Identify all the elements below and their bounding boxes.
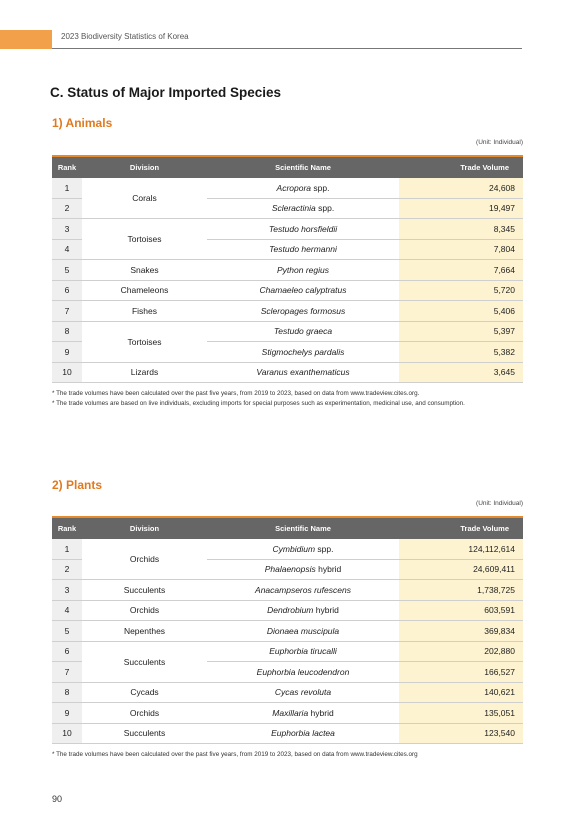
scientific-name-cell — [207, 219, 399, 240]
col-scientific-name: Scientific Name — [207, 517, 399, 539]
scientific-name-italic: Stigmochelys pardalis — [261, 346, 345, 357]
animals-notes — [52, 389, 465, 409]
division-cell: Orchids — [82, 703, 207, 724]
table-header-row — [52, 517, 523, 539]
scientific-name-italic: Acropora — [276, 182, 312, 193]
rank-cell: 5 — [52, 621, 82, 642]
rank-cell: 7 — [52, 662, 82, 683]
table-row — [52, 703, 523, 724]
page-number: 90 — [52, 794, 63, 804]
trade-volume-cell: 24,608 — [399, 178, 523, 198]
scientific-name-cell — [207, 239, 399, 260]
table-row — [52, 621, 523, 642]
division-cell: Nepenthes — [82, 621, 207, 642]
table-row — [52, 682, 523, 703]
trade-volume-cell: 7,804 — [399, 239, 523, 260]
plants-table — [52, 516, 523, 744]
plants-notes — [52, 750, 418, 760]
division-cell: Fishes — [82, 301, 207, 322]
division-cell: Tortoises — [82, 321, 207, 362]
scientific-name-italic: Euphorbia leucodendron — [256, 666, 350, 677]
scientific-name-suffix: spp. — [311, 182, 330, 193]
scientific-name-italic: Testudo hermanni — [269, 244, 337, 255]
scientific-name-cell — [207, 342, 399, 363]
trade-volume-cell: 1,738,725 — [399, 580, 523, 601]
scientific-name-cell — [207, 362, 399, 383]
table-row — [52, 178, 523, 198]
scientific-name-italic: Anacampseros rufescens — [255, 584, 351, 595]
scientific-name-italic: Cymbidium — [272, 543, 316, 554]
header-rule — [52, 48, 522, 49]
rank-cell: 6 — [52, 280, 82, 301]
note: * The trade volumes have been calculated over the past five years, from 2019 to 2023, based on data from www.tradeview.cites.org. — [52, 390, 420, 397]
division-cell: Chameleons — [82, 280, 207, 301]
trade-volume-cell: 603,591 — [399, 600, 523, 621]
scientific-name-cell — [207, 703, 399, 724]
scientific-name-cell — [207, 280, 399, 301]
scientific-name-italic: Euphorbia lactea — [271, 728, 335, 739]
plants-title: 2) Plants — [52, 478, 103, 492]
note: * The trade volumes have been calculated over the past five years, from 2019 to 2023, based on data from www.tradeview.cites.org — [52, 751, 418, 758]
division-cell: Tortoises — [82, 219, 207, 260]
scientific-name-cell — [207, 198, 399, 219]
section-title: C. Status of Major Imported Species — [50, 85, 282, 100]
table-header-row — [52, 156, 523, 178]
note: * The trade volumes are based on live individuals, excluding imports for special purposes such as experimentation, medicinal use, and consumption. — [52, 400, 465, 407]
scientific-name-italic: Dendrobium — [267, 605, 314, 616]
table-row — [52, 321, 523, 342]
scientific-name-italic: Cycas revoluta — [274, 687, 332, 698]
trade-volume-cell: 135,051 — [399, 703, 523, 724]
division-cell: Snakes — [82, 260, 207, 281]
trade-volume-cell: 5,406 — [399, 301, 523, 322]
trade-volume-cell: 5,382 — [399, 342, 523, 363]
col-trade-volume: Trade Volume — [399, 517, 523, 539]
trade-volume-cell: 140,621 — [399, 682, 523, 703]
division-cell: Succulents — [82, 641, 207, 682]
scientific-name-italic: Phalaenopsis — [264, 564, 316, 575]
running-header: 2023 Biodiversity Statistics of Korea — [61, 32, 189, 41]
scientific-name-suffix: hybrid — [315, 564, 342, 575]
table-row — [52, 362, 523, 383]
rank-cell: 5 — [52, 260, 82, 281]
scientific-name-suffix: spp. — [315, 543, 334, 554]
scientific-name-cell — [207, 641, 399, 662]
scientific-name-italic: Euphorbia tirucalli — [269, 646, 337, 657]
table-row — [52, 539, 523, 559]
scientific-name-cell — [207, 260, 399, 281]
division-cell: Succulents — [82, 580, 207, 601]
scientific-name-italic: Dionaea muscipula — [266, 625, 340, 636]
rank-cell: 6 — [52, 641, 82, 662]
rank-cell: 10 — [52, 723, 82, 744]
scientific-name-cell — [207, 539, 399, 559]
trade-volume-cell: 202,880 — [399, 641, 523, 662]
trade-volume-cell: 124,112,614 — [399, 539, 523, 559]
scientific-name-suffix: hybrid — [313, 605, 339, 616]
scientific-name-suffix: spp. — [315, 203, 335, 214]
trade-volume-cell: 5,397 — [399, 321, 523, 342]
animals-title: 1) Animals — [52, 116, 113, 130]
rank-cell: 2 — [52, 198, 82, 219]
col-division: Division — [82, 517, 207, 539]
scientific-name-italic: Python regius — [277, 264, 329, 275]
animals-table — [52, 155, 523, 383]
rank-cell: 1 — [52, 539, 82, 559]
scientific-name-italic: Varanus exanthematicus — [256, 367, 350, 378]
scientific-name-suffix: hybrid — [308, 707, 334, 718]
scientific-name-cell — [207, 301, 399, 322]
trade-volume-cell: 5,720 — [399, 280, 523, 301]
table-row — [52, 219, 523, 240]
trade-volume-cell: 8,345 — [399, 219, 523, 240]
rank-cell: 7 — [52, 301, 82, 322]
division-cell: Lizards — [82, 362, 207, 383]
scientific-name-cell — [207, 723, 399, 744]
scientific-name-italic: Chamaeleo calyptratus — [259, 285, 347, 296]
rank-cell: 3 — [52, 580, 82, 601]
rank-cell: 8 — [52, 682, 82, 703]
animals-unit: (Unit: Individual) — [476, 139, 523, 146]
scientific-name-italic: Testudo horsfieldii — [268, 223, 338, 234]
scientific-name-italic: Testudo graeca — [273, 326, 333, 337]
division-cell: Succulents — [82, 723, 207, 744]
rank-cell: 1 — [52, 178, 82, 198]
table-row — [52, 260, 523, 281]
scientific-name-cell — [207, 580, 399, 601]
table-row — [52, 723, 523, 744]
trade-volume-cell: 19,497 — [399, 198, 523, 219]
scientific-name-cell — [207, 621, 399, 642]
trade-volume-cell: 24,609,411 — [399, 559, 523, 580]
rank-cell: 4 — [52, 600, 82, 621]
rank-cell: 2 — [52, 559, 82, 580]
scientific-name-cell — [207, 600, 399, 621]
col-rank: Rank — [52, 517, 82, 539]
rank-cell: 9 — [52, 703, 82, 724]
rank-cell: 4 — [52, 239, 82, 260]
scientific-name-italic: Maxillaria — [272, 707, 309, 718]
division-cell: Orchids — [82, 539, 207, 580]
division-cell: Cycads — [82, 682, 207, 703]
scientific-name-cell — [207, 178, 399, 198]
col-trade-volume: Trade Volume — [399, 156, 523, 178]
rank-cell: 3 — [52, 219, 82, 240]
table-row — [52, 600, 523, 621]
col-division: Division — [82, 156, 207, 178]
table-row — [52, 641, 523, 662]
scientific-name-cell — [207, 662, 399, 683]
scientific-name-italic: Scleropages formosus — [260, 305, 346, 316]
table-row — [52, 301, 523, 322]
scientific-name-cell — [207, 682, 399, 703]
col-scientific-name: Scientific Name — [207, 156, 399, 178]
col-rank: Rank — [52, 156, 82, 178]
table-row — [52, 580, 523, 601]
scientific-name-cell — [207, 559, 399, 580]
trade-volume-cell: 3,645 — [399, 362, 523, 383]
trade-volume-cell: 369,834 — [399, 621, 523, 642]
rank-cell: 9 — [52, 342, 82, 363]
trade-volume-cell: 123,540 — [399, 723, 523, 744]
table-row — [52, 280, 523, 301]
rank-cell: 10 — [52, 362, 82, 383]
plants-unit: (Unit: Individual) — [476, 500, 523, 507]
trade-volume-cell: 7,664 — [399, 260, 523, 281]
scientific-name-cell — [207, 321, 399, 342]
division-cell: Corals — [82, 178, 207, 219]
scientific-name-italic: Scleractinia — [271, 203, 316, 214]
division-cell: Orchids — [82, 600, 207, 621]
rank-cell: 8 — [52, 321, 82, 342]
header-accent-bar — [0, 30, 52, 49]
trade-volume-cell: 166,527 — [399, 662, 523, 683]
